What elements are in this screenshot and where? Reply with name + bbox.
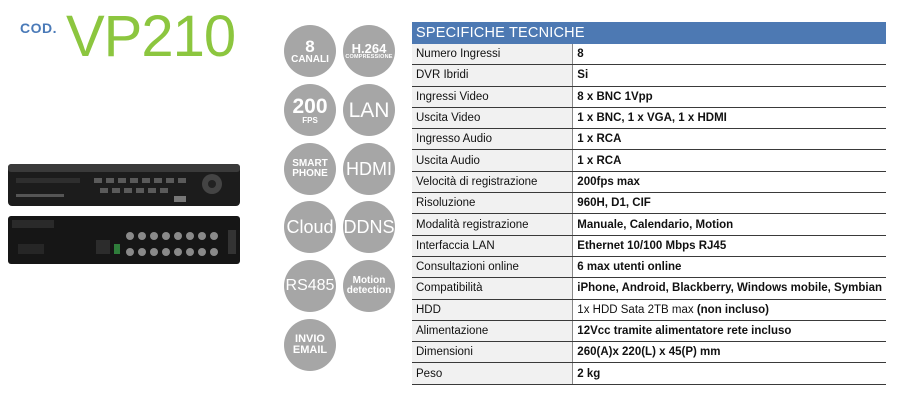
spec-value: 1 x BNC, 1 x VGA, 1 x HDMI	[573, 107, 886, 128]
feature-200-fps: 200 FPS	[284, 84, 336, 136]
feature-lan: LAN	[343, 84, 395, 136]
spec-value: 1 x RCA	[573, 129, 886, 150]
spec-label: Alimentazione	[412, 320, 573, 341]
spec-value: 8 x BNC 1Vpp	[573, 86, 886, 107]
spec-label: Ingresso Audio	[412, 129, 573, 150]
spec-label: Dimensioni	[412, 342, 573, 363]
table-row	[412, 171, 886, 192]
spec-value: 8	[573, 44, 886, 65]
spec-value: 6 max utenti online	[573, 256, 886, 277]
spec-label: HDD	[412, 299, 573, 320]
spec-value	[573, 299, 886, 320]
cod-label: COD.	[20, 20, 57, 36]
table-row	[412, 299, 886, 320]
feature-rs485: RS485	[284, 260, 336, 312]
feature-h264: H.264 COMPRESSIONE	[343, 25, 395, 77]
feature-ddns: DDNS	[343, 201, 395, 253]
table-row	[412, 65, 886, 86]
table-row	[412, 235, 886, 256]
dvr-device-image	[6, 160, 246, 270]
table-row	[412, 107, 886, 128]
table-row	[412, 129, 886, 150]
model-title: VP210	[66, 4, 236, 69]
table-row	[412, 342, 886, 363]
spec-label: Numero Ingressi	[412, 44, 573, 65]
hdd-value-note: (non incluso)	[696, 303, 770, 316]
spec-value: 200fps max	[573, 171, 886, 192]
spec-label: Uscita Audio	[412, 150, 573, 171]
spec-label: Risoluzione	[412, 193, 573, 214]
spec-value: Ethernet 10/100 Mbps RJ45	[573, 235, 886, 256]
spec-value: 12Vcc tramite alimentatore rete incluso	[573, 320, 886, 341]
spec-value: Si	[573, 65, 886, 86]
feature-invio-email: INVIO EMAIL	[284, 319, 336, 371]
feature-cloud: Cloud	[284, 201, 336, 253]
table-row	[412, 193, 886, 214]
spec-label: Modalità registrazione	[412, 214, 573, 235]
table-row	[412, 278, 886, 299]
feature-hdmi: HDMI	[343, 143, 395, 195]
feature-smartphone: SMART PHONE	[284, 143, 336, 195]
table-row	[412, 256, 886, 277]
spec-value: Manuale, Calendario, Motion	[573, 214, 886, 235]
table-row	[412, 363, 886, 384]
specs-title: SPECIFICHE TECNICHE	[412, 22, 886, 44]
feature-motion-detection: Motion detection	[343, 260, 395, 312]
feature-8-canali: 8 CANALI	[284, 25, 336, 77]
table-row	[412, 320, 886, 341]
spec-label: Uscita Video	[412, 107, 573, 128]
spec-label: Consultazioni online	[412, 256, 573, 277]
spec-value: 1 x RCA	[573, 150, 886, 171]
spec-label: Ingressi Video	[412, 86, 573, 107]
spec-value: iPhone, Android, Blackberry, Windows mobile, Symbian	[573, 278, 886, 299]
table-row	[412, 150, 886, 171]
table-row	[412, 214, 886, 235]
spec-label: Peso	[412, 363, 573, 384]
spec-label: DVR Ibridi	[412, 65, 573, 86]
spec-label: Interfaccia LAN	[412, 235, 573, 256]
spec-value: 960H, D1, CIF	[573, 193, 886, 214]
table-row	[412, 86, 886, 107]
hdd-value-main: 1x HDD Sata 2TB max	[577, 303, 694, 316]
spec-label: Compatibilità	[412, 278, 573, 299]
table-row	[412, 44, 886, 65]
specs-table	[412, 22, 886, 385]
spec-value: 2 kg	[573, 363, 886, 384]
spec-label: Velocità di registrazione	[412, 171, 573, 192]
spec-value: 260(A)x 220(L) x 45(P) mm	[573, 342, 886, 363]
